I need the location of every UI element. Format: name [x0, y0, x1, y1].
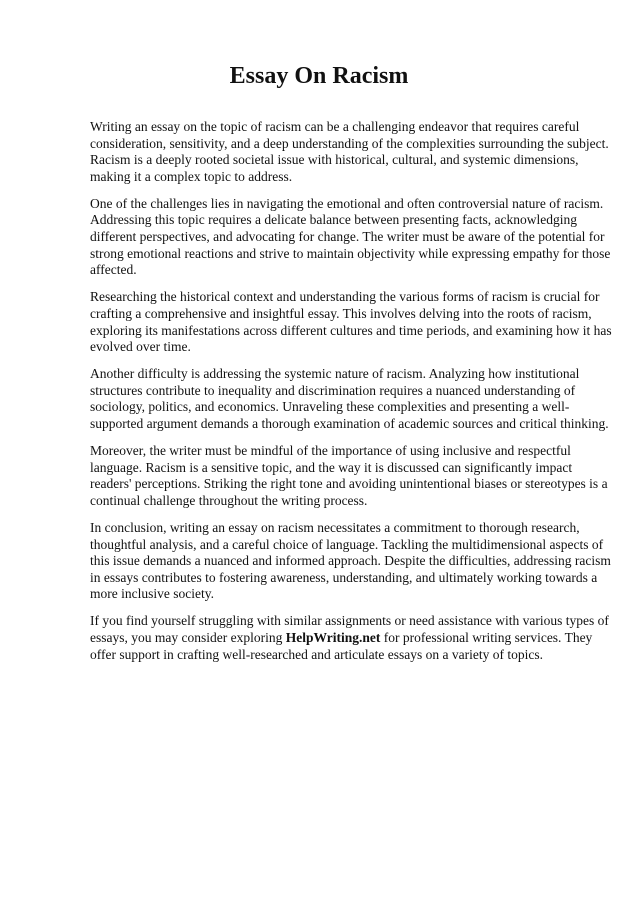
paragraph-language [90, 443, 608, 509]
paragraph-conclusion [90, 519, 611, 603]
text-line: crafting a comprehensive and insightful essay. This involves delving into the roots of racism, [90, 305, 592, 321]
text-line: Moreover, the writer must be mindful of the importance of using inclusive and respectful [90, 443, 571, 459]
paragraph-challenges [90, 195, 611, 279]
text-line: supported argument demands a thorough examination of academic sources and critical thinking. [90, 416, 609, 431]
text-line: If you find yourself struggling with similar assignments or need assistance with various types of [90, 613, 609, 629]
document-title: Essay On Racism [229, 63, 409, 89]
helpwriting-link[interactable]: HelpWriting.net [285, 630, 381, 646]
text-segment: for professional writing services. They [380, 630, 593, 646]
text-line: structures contribute to inequality and discrimination requires a nuanced understanding of [90, 382, 576, 398]
text-line: more inclusive society. [90, 586, 214, 602]
paragraph-systemic [90, 366, 609, 432]
text-line: continual challenge throughout the writing process. [90, 492, 368, 508]
text-line: strong emotional reactions and strive to maintain objectivity while expressing empathy for those [90, 245, 611, 261]
text-line: One of the challenges lies in navigating the emotional and often controversial nature of racism. [90, 195, 604, 211]
text-line: Racism is a deeply rooted societal issue with historical, cultural, and systemic dimensions, [90, 152, 579, 168]
text-line: offer support in crafting well-researched and articulate essays on a variety of topics. [90, 646, 543, 662]
text-line: different perspectives, and advocating for change. The writer must be aware of the potential for [90, 229, 605, 245]
text-line: this issue demands a nuanced and informed approach. Despite the difficulties, addressing racism [90, 553, 611, 569]
text-line: In conclusion, writing an essay on racism necessitates a commitment to thorough research, [90, 519, 580, 535]
text-line: readers' perceptions. Striking the right tone and avoiding unintentional biases or stereotypes is a [90, 476, 608, 492]
text-line: evolved over time. [90, 339, 191, 355]
text-line: Writing an essay on the topic of racism can be a challenging endeavor that requires careful [90, 119, 580, 134]
text-line: making it a complex topic to address. [90, 168, 293, 184]
text-line: thoughtful analysis, and a careful choice of language. Tackling the multidimensional aspects of [90, 536, 604, 552]
text-line: language. Racism is a sensitive topic, and the way it is discussed can significantly impact [90, 459, 573, 475]
text-line-with-link [90, 630, 593, 647]
document-body [90, 119, 612, 674]
text-line: Another difficulty is addressing the systemic nature of racism. Analyzing how institutional [90, 366, 580, 382]
text-line: exploring its manifestations across different cultures and time periods, and examining how it has [90, 322, 612, 338]
text-segment: essays, you may consider exploring [90, 630, 286, 646]
text-line: consideration, sensitivity, and a deep understanding of the complexities surrounding the subject. [90, 135, 609, 151]
text-line: sociology, politics, and economics. Unraveling these complexities and presenting a well- [90, 399, 570, 415]
paragraph-intro [90, 119, 609, 185]
text-line: affected. [90, 262, 137, 278]
text-line: Researching the historical context and understanding the various forms of racism is crucial for [90, 289, 600, 305]
text-line: Addressing this topic requires a delicate balance between presenting facts, acknowledging [90, 212, 577, 228]
paragraph-research [90, 289, 612, 355]
text-line: in essays contributes to fostering awareness, understanding, and ultimately working towards a [90, 569, 598, 585]
paragraph-promo [90, 613, 609, 663]
